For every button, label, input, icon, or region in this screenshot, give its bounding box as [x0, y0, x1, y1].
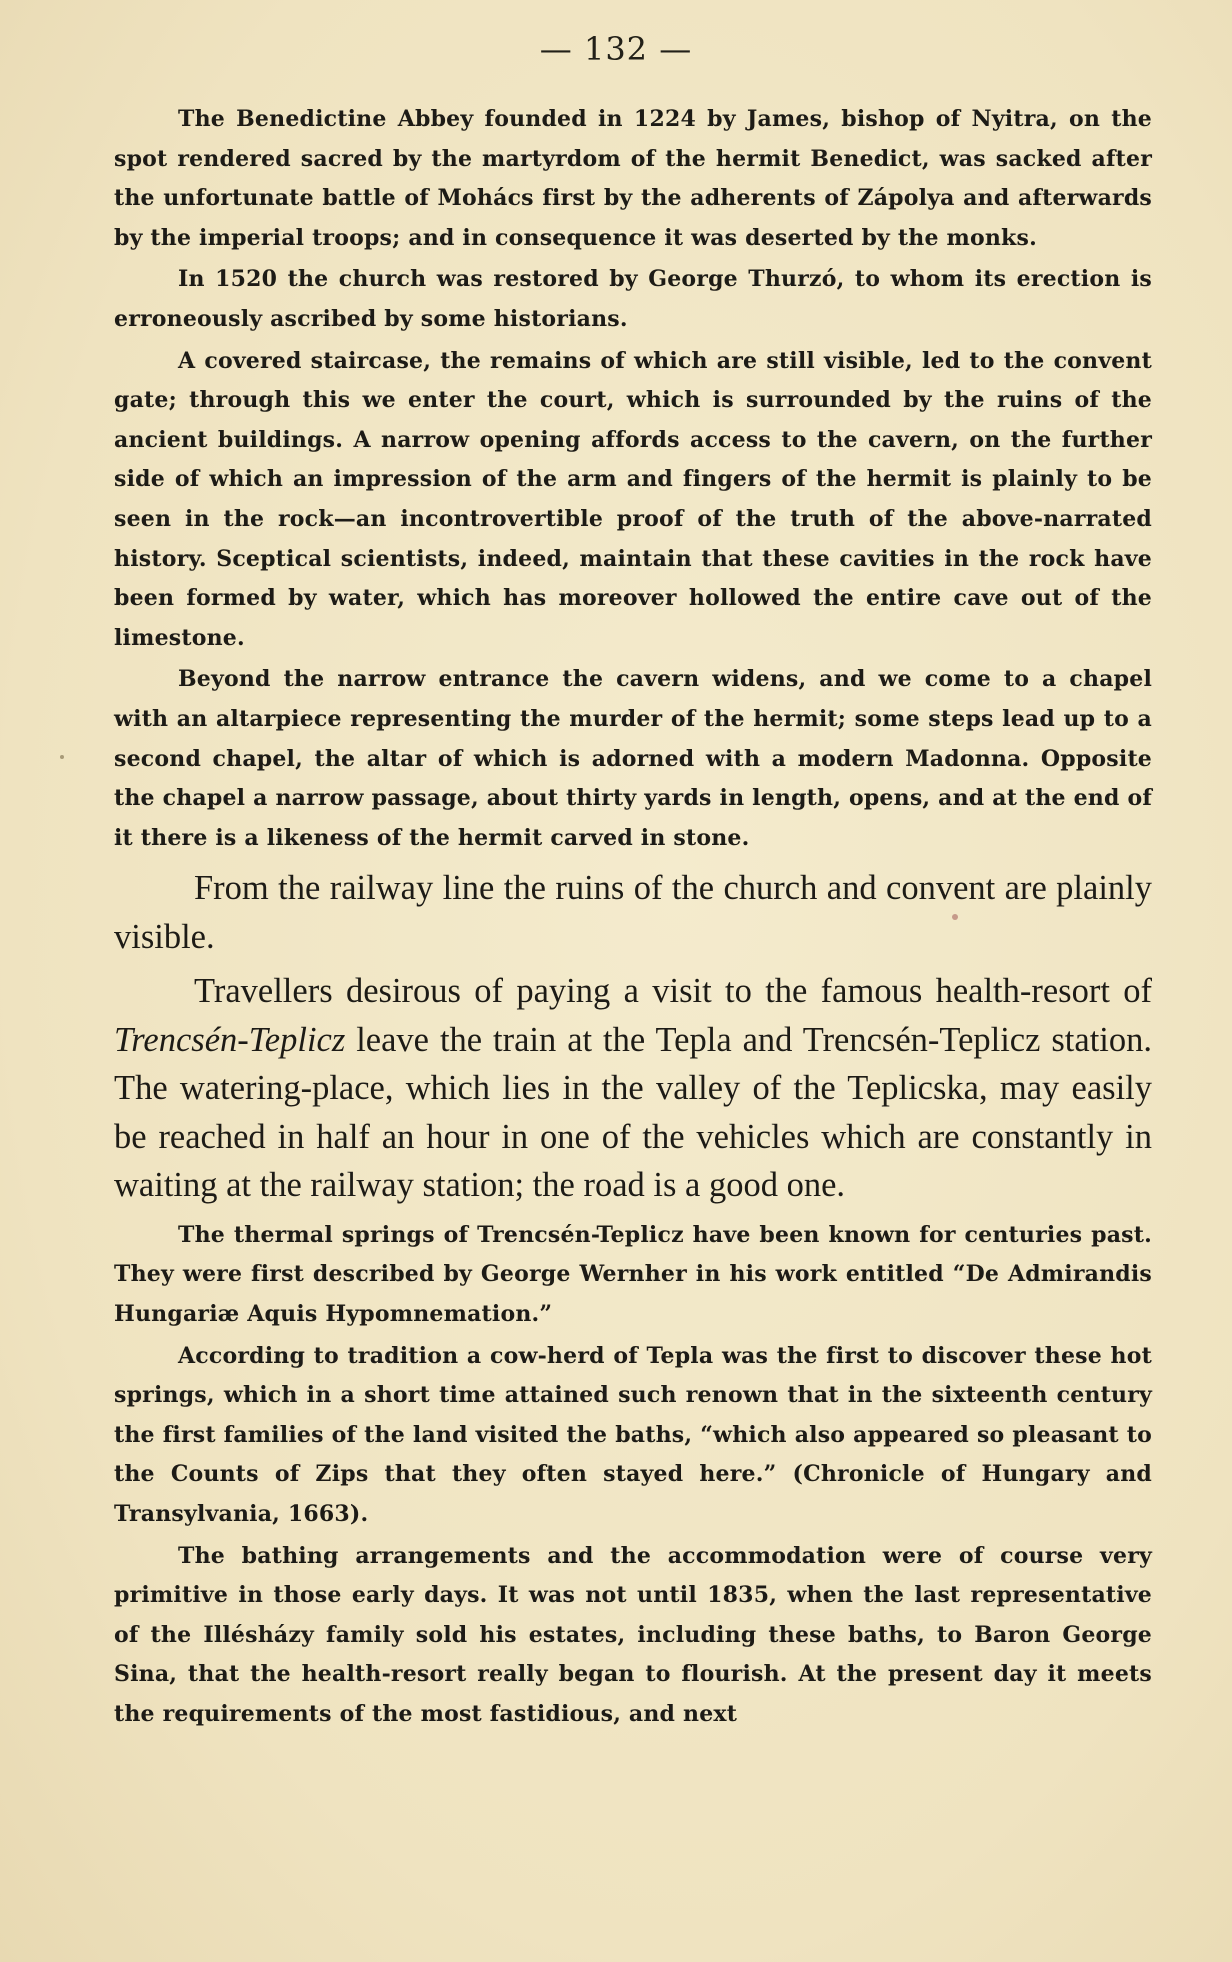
paragraph-bathing-arrangements: The bathing arrangements and the accommodation were of course very primitive in those early days. It was not until 1835, when the last representative of the Illésházy family sold his estates, including these baths, to Baron George Sina, that the health-resort really began to flourish. At the present day it meets the requirements of the most fastidious, and next: [114, 1542, 1152, 1727]
paragraph-staircase-cavern: A covered staircase, the remains of which are still visible, led to the convent gate; through this we enter the court, which is surrounded by the ruins of the ancient buildings. A narrow opening affords access to the cavern, on the further side of which an impression of the arm and fingers of the hermit is plainly to be seen in the rock—an incontrovertible proof of the truth of the above-narrated history. Sceptical scientists, indeed, maintain that these cavities in the rock have been formed by water, which has moreover hollowed the entire cave out of the limestone.: [114, 347, 1152, 651]
paragraph-thermal-springs: The thermal springs of Trencsén-Teplicz have been known for centuries past. They were first described by George Wernher in his work entitled “De Admirandis Hungariæ Aquis Hypomnemation.”: [114, 1221, 1152, 1327]
section-railway: [114, 864, 1152, 1210]
margin-mark: [60, 755, 64, 759]
section-springs: [114, 1216, 1152, 1735]
section-abbey: [114, 100, 1152, 858]
page-number: — 132 —: [539, 30, 693, 68]
paragraph-travellers: [114, 967, 1152, 1210]
paragraph-railway-view: From the railway line the ruins of the church and convent are plainly visible.: [114, 869, 1152, 956]
paragraph-chapel: Beyond the narrow entrance the cavern widens, and we come to a chapel with an altarpiece representing the murder of the hermit; some steps lead up to a second chapel, the altar of which is adorned with a modern Madonna. Opposite the chapel a narrow passage, about thirty yards in length, opens, and at the end of it there is a likeness of the hermit carved in stone.: [114, 666, 1152, 851]
travellers-text-end: leave the train at the Tepla and Trencsén-Teplicz station. The watering-place, which lies in the valley of the Teplicska, may easily be reached in half an hour in one of the vehicles which are constantly in waiting at the railway station; the road is a good one.: [114, 1020, 1152, 1205]
paragraph-church-restored: In 1520 the church was restored by George Thurzó, to whom its erection is erroneously ascribed by some historians.: [114, 266, 1152, 332]
travellers-text-start: Travellers desirous of paying a visit to the famous health-resort of: [194, 972, 1152, 1011]
paragraph-abbey-history: The Benedictine Abbey founded in 1224 by James, bishop of Nyitra, on the spot rendered sacred by the martyrdom of the hermit Benedict, was sacked after the unfortunate battle of Mohács first by the adherents of Zápolya and afterwards by the imperial troops; and in consequence it was deserted by the monks.: [114, 106, 1152, 251]
paragraph-cow-herd-tradition: According to tradition a cow-herd of Tepla was the first to discover these hot springs, which in a short time attained such renown that in the sixteenth century the first families of the land visited the baths, “which also appeared so pleasant to the Counts of Zips that they often stayed here.” (Chronicle of Hungary and Transylvania, 1663).: [114, 1342, 1152, 1527]
page-body: [114, 100, 1152, 1737]
resort-name-italic: Trencsén-Teplicz: [114, 1020, 346, 1059]
